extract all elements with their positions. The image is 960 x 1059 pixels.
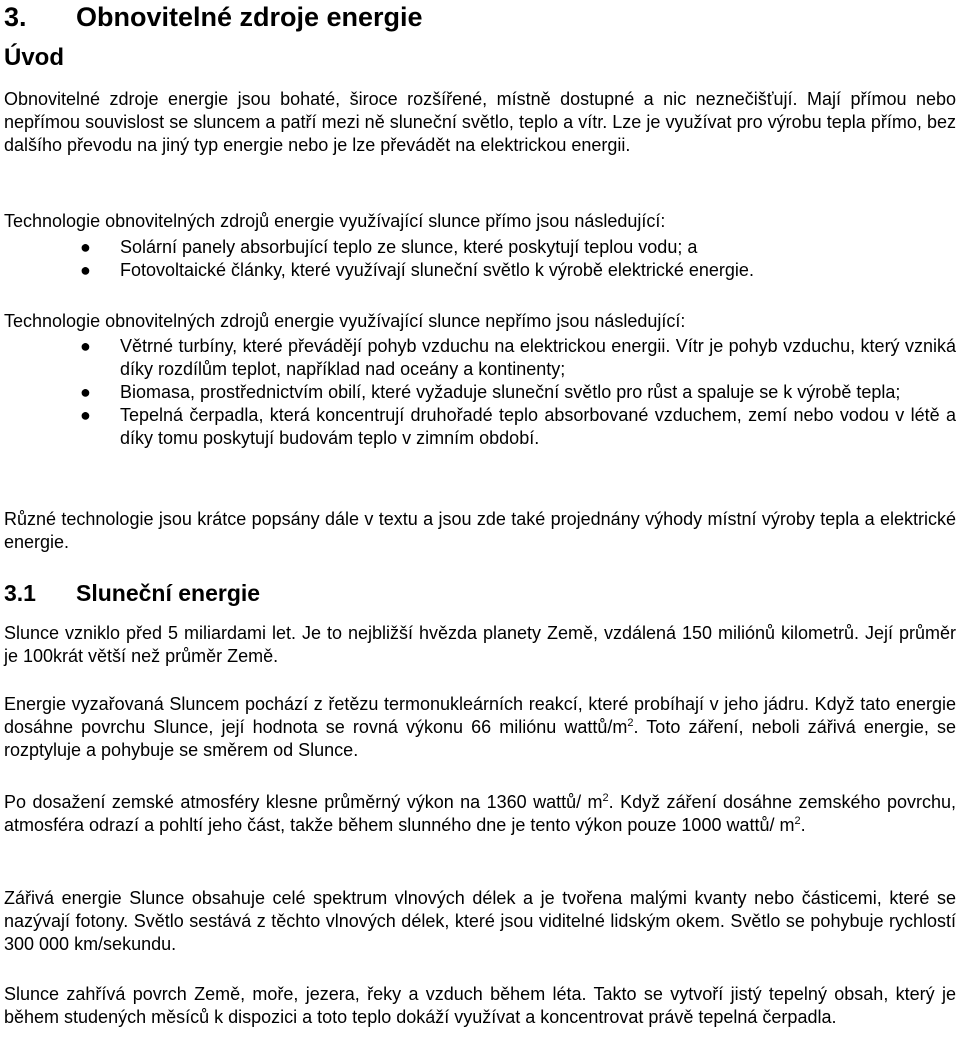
section-title: Sluneční energie	[76, 580, 261, 606]
indirect-technologies-list	[4, 335, 956, 450]
direct-technologies-list	[4, 236, 956, 282]
sun-paragraph-2: Energie vyzařovaná Sluncem pochází z řetězu termonukleárních reakcí, které probíhají v jeho jádru. Když tato energie dosáhne povrchu Slunce, její hodnota se rovná výkonu 66 miliónu wattů/$m^2$. Toto záření, neboli zářivá energie, se rozptyluje a pohybuje se směrem od Slunce.	[4, 694, 956, 760]
list-item: ● Solární panely absorbující teplo ze slunce, které poskytují teplou vodu; a	[80, 237, 698, 257]
list-item: ● Větrné turbíny, které převádějí pohyb vzduchu na elektrickou energii. Vítr je pohyb vzduchu, který vzniká díky rozdílům teplot, například nad oceány a kontinenty;	[80, 336, 956, 379]
chapter-number: 3.	[4, 2, 27, 32]
indirect-technologies-intro: Technologie obnovitelných zdrojů energie využívající slunce nepřímo jsou následující:	[4, 311, 686, 331]
intro-paragraph: Obnovitelné zdroje energie jsou bohaté, široce rozšířené, místně dostupné a nic neznečišťují. Mají přímou nebo nepřímou souvislost se sluncem a patří mezi ně sluneční světlo, teplo a vítr. Lze je využívat pro výrobu tepla přímo, bez dalšího převodu na jiný typ energie nebo je lze převádět na elektrickou energii.	[4, 89, 956, 155]
intro-heading: Úvod	[4, 44, 64, 71]
sun-paragraph-3: Po dosažení zemské atmosféry klesne průměrný výkon na 1360 wattů/ $m^2$. Když záření dosáhne zemského povrchu, atmosféra odrazí a pohltí jeho část, takže během slunného dne je tento výkon pouze 1000 wattů/ $m^2$.	[4, 792, 956, 835]
chapter-heading	[4, 0, 423, 34]
sun-paragraph-1: Slunce vzniklo před 5 miliardami let. Je to nejbližší hvězda planety Země, vzdálená 150 miliónů kilometrů. Její průměr je 100krát větší než průměr Země.	[4, 623, 956, 666]
bullet-icon: ●	[80, 382, 91, 402]
direct-technologies-intro: Technologie obnovitelných zdrojů energie využívající slunce přímo jsou následující:	[4, 211, 666, 231]
bullet-icon: ●	[80, 237, 91, 257]
sun-paragraph-5: Slunce zahřívá povrch Země, moře, jezera, řeky a vzduch během léta. Takto se vytvoří jistý tepelný obsah, který je během studených měsíců k dispozici a toto teplo dokáží využívat a koncentrovat právě tepelná čerpadla.	[4, 984, 956, 1027]
various-technologies-paragraph: Různé technologie jsou krátce popsány dále v textu a jsou zde také projednány výhody místní výroby tepla a elektrické energie.	[4, 509, 956, 552]
sun-paragraph-4: Zářivá energie Slunce obsahuje celé spektrum vlnových délek a je tvořena malými kvanty nebo částicemi, které se nazývají fotony. Světlo sestává z těchto vlnových délek, které jsou viditelné lidským okem. Světlo se pohybuje rychlostí 300 000 km/sekundu.	[4, 888, 956, 954]
section-number: 3.1	[4, 580, 36, 606]
list-item: ● Biomasa, prostřednictvím obilí, které vyžaduje sluneční světlo pro růst a spaluje se k výrobě tepla;	[80, 382, 901, 402]
bullet-icon: ●	[80, 336, 91, 356]
bullet-icon: ●	[80, 405, 91, 425]
bullet-icon: ●	[80, 260, 91, 280]
list-item: ● Fotovoltaické články, které využívají sluneční světlo k výrobě elektrické energie.	[80, 260, 754, 280]
section-heading	[4, 577, 260, 609]
chapter-title: Obnovitelné zdroje energie	[76, 2, 423, 32]
list-item: ● Tepelná čerpadla, která koncentrují druhořadé teplo absorbované vzduchem, zemí nebo vodou v létě a díky tomu poskytují budovám teplo v zimním období.	[80, 405, 956, 448]
